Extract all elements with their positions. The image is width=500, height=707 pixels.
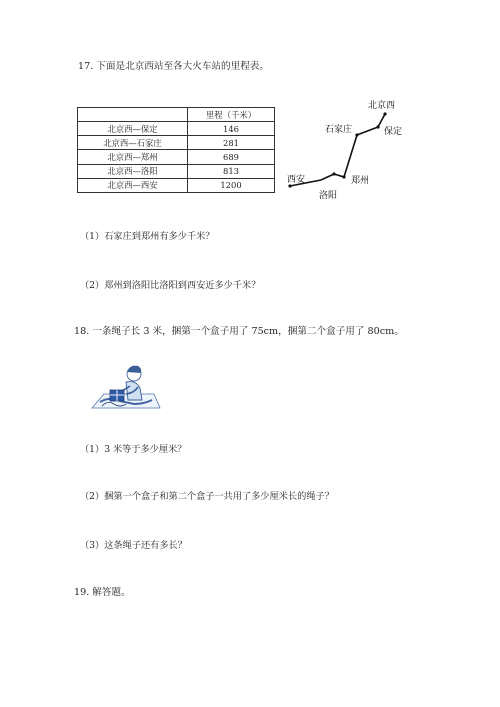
question-18-title: 18. 一条绳子长 3 米，捆第一个盒子用了 75cm，捆第二个盒子用了 80cm。 xyxy=(74,326,404,337)
label-beijingxi: 北京西 xyxy=(368,101,396,111)
question-19-title: 19. 解答题。 xyxy=(74,587,131,598)
table-row xyxy=(78,178,275,192)
question-17-part-1: （1）石家庄到郑州有多少千米？ xyxy=(80,231,215,242)
table-row xyxy=(78,136,275,150)
table-cell-km: 281 xyxy=(188,136,275,150)
question-18-part-3: （3）这条绳子还有多长？ xyxy=(80,540,187,551)
mileage-table xyxy=(77,107,275,193)
table-header-row xyxy=(78,108,275,122)
station-dot-shijiazhuang xyxy=(355,133,358,136)
railway-route-map xyxy=(282,92,412,207)
question-18-part-2: （2）捆第一个盒子和第二个盒子一共用了多少厘米长的绳子？ xyxy=(80,491,334,502)
table-header-cell xyxy=(78,108,188,122)
table-cell-km: 689 xyxy=(188,150,275,164)
label-luoyang: 洛阳 xyxy=(319,191,338,201)
label-baoding: 保定 xyxy=(384,127,403,137)
table-cell-route: 北京西—石家庄 xyxy=(78,136,188,150)
table-cell-route: 北京西—保定 xyxy=(78,122,188,136)
table-cell-km: 813 xyxy=(188,164,275,178)
station-dot-luoyang xyxy=(332,172,335,175)
station-dot-beijingxi xyxy=(383,112,386,115)
question-17-part-2: （2）郑州到洛阳比洛阳到西安近多少千米？ xyxy=(80,280,261,291)
station-dot-zhengzhou xyxy=(342,175,345,178)
label-zhengzhou: 郑州 xyxy=(351,176,370,186)
table-header-cell: 里程（千米） xyxy=(188,108,275,122)
table-cell-km: 146 xyxy=(188,122,275,136)
table-cell-route: 北京西—郑州 xyxy=(78,150,188,164)
station-dot-baoding xyxy=(376,125,379,128)
table-row xyxy=(78,164,275,178)
table-cell-route: 北京西—西安 xyxy=(78,178,188,192)
table-row xyxy=(78,150,275,164)
table-cell-route: 北京西—洛阳 xyxy=(78,164,188,178)
question-17-title: 17. 下面是北京西站至各大火车站的里程表。 xyxy=(78,61,269,72)
table-cell-km: 1200 xyxy=(188,178,275,192)
question-18-part-1: （1）3 米等于多少厘米？ xyxy=(80,444,187,455)
table-row xyxy=(78,122,275,136)
child-tying-box-illustration xyxy=(90,360,162,415)
label-xian: 西安 xyxy=(287,175,306,185)
label-shijiazhuang: 石家庄 xyxy=(325,125,353,135)
